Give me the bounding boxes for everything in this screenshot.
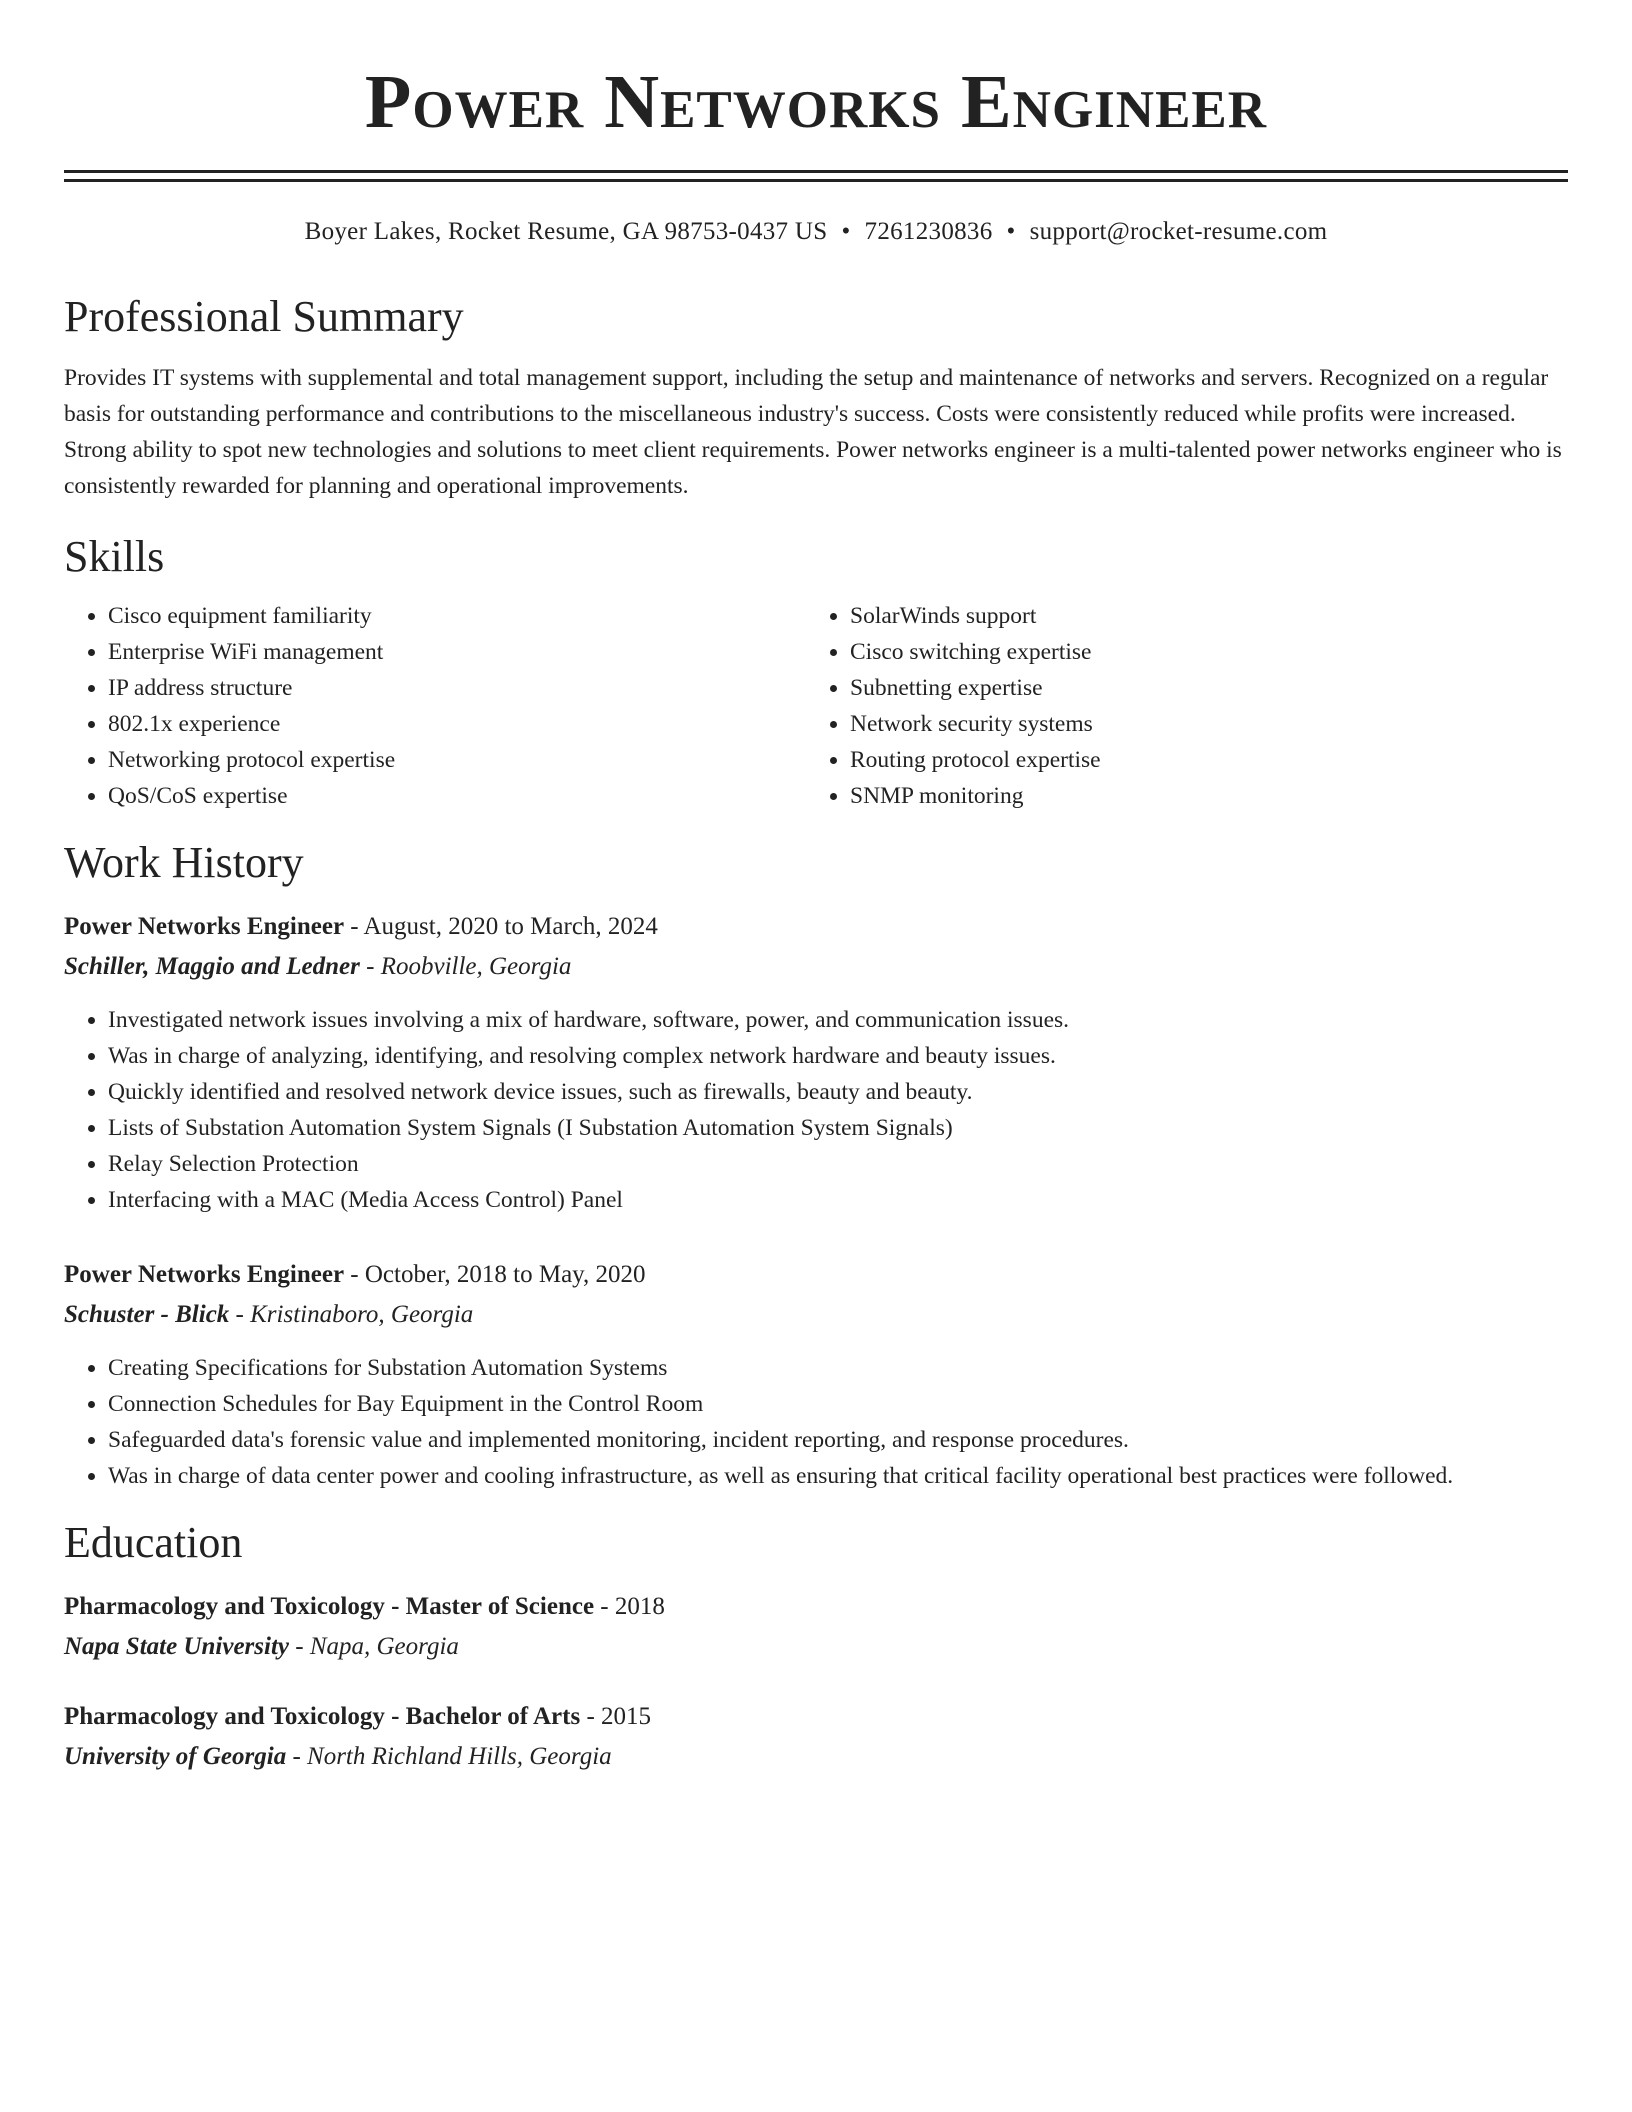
job-bullet: • Was in charge of analyzing, identifying, and resolving complex network hardware and beauty issues. (108, 1038, 1568, 1074)
job-entry (64, 1258, 1568, 1494)
education-heading: Education (64, 1518, 243, 1567)
job-header (64, 910, 1568, 944)
skill-item: • SolarWinds support (850, 598, 1548, 634)
skill-item: • Networking protocol expertise (108, 742, 806, 778)
job-location: - Roobville, Georgia (359, 953, 572, 980)
education-school-line (64, 1740, 1568, 1774)
job-bullet: • Connection Schedules for Bay Equipment in the Control Room (108, 1386, 1568, 1422)
job-bullet: • Creating Specifications for Substation Automation Systems (108, 1350, 1568, 1386)
contact-phone: 7261230836 (864, 218, 993, 245)
contact-separator: • (1006, 218, 1016, 245)
skill-item: • Network security systems (850, 706, 1548, 742)
job-company: Schiller, Maggio and Ledner (64, 953, 360, 980)
job-header (64, 1258, 1568, 1292)
education-location: - North Richland Hills, Georgia (286, 1743, 612, 1770)
job-title: Power Networks Engineer (64, 1261, 345, 1288)
resume-title: Power Networks Engineer (364, 60, 1268, 144)
job-bullets (64, 1002, 1568, 1218)
skills-section (64, 532, 1568, 814)
skill-item: • Routing protocol expertise (850, 742, 1548, 778)
skill-item: • Enterprise WiFi management (108, 634, 806, 670)
job-bullet: • Interfacing with a MAC (Media Access Control) Panel (108, 1182, 1568, 1218)
skill-item: • SNMP monitoring (850, 778, 1548, 814)
education-school: University of Georgia (64, 1743, 287, 1770)
contact-separator: • (841, 218, 851, 245)
job-dates: - October, 2018 to May, 2020 (344, 1261, 646, 1288)
education-year: - 2018 (594, 1593, 665, 1620)
resume-page (64, 0, 1568, 1774)
skills-heading: Skills (64, 532, 165, 581)
title-divider (64, 170, 1568, 173)
job-location: - Kristinaboro, Georgia (229, 1301, 474, 1328)
education-header (64, 1590, 1568, 1624)
skill-item: • Cisco equipment familiarity (108, 598, 806, 634)
summary-heading: Professional Summary (64, 292, 464, 341)
education-degree: Pharmacology and Toxicology - Master of Science (64, 1593, 595, 1620)
contact-line (64, 216, 1568, 248)
contact-email: support@rocket-resume.com (1029, 218, 1328, 245)
skill-item: • Cisco switching expertise (850, 634, 1548, 670)
title-divider-thin (64, 179, 1568, 182)
skills-list-left (64, 598, 806, 814)
job-bullet: • Lists of Substation Automation System Signals (I Substation Automation System Signals) (108, 1110, 1568, 1146)
work-history-section (64, 838, 1568, 1494)
job-bullet: • Safeguarded data's forensic value and implemented monitoring, incident reporting, and response procedures. (108, 1422, 1568, 1458)
job-bullet: • Quickly identified and resolved network device issues, such as firewalls, beauty and beauty. (108, 1074, 1568, 1110)
summary-text: Provides IT systems with supplemental and total management support, including the setup and maintenance of networks and servers. Recognized on a regular basis for outstanding performance and contributions to the miscellaneous industry's success. Costs were consistently reduced while profits were increased. Strong ability to spot new technologies and solutions to meet client requirements. Power networks engineer is a multi-talented power networks engineer who is consistently rewarded for planning and operational improvements. (64, 365, 1562, 499)
education-section (64, 1518, 1568, 1774)
job-bullet: • Relay Selection Protection (108, 1146, 1568, 1182)
job-bullets (64, 1350, 1568, 1494)
skill-item: • QoS/CoS expertise (108, 778, 806, 814)
job-title: Power Networks Engineer (64, 913, 345, 940)
education-year: - 2015 (580, 1703, 652, 1730)
job-dates: - August, 2020 to March, 2024 (344, 913, 658, 940)
contact-address: Boyer Lakes, Rocket Resume, GA 98753-0437 US (304, 218, 828, 245)
skill-item: • 802.1x experience (108, 706, 806, 742)
job-company: Schuster - Blick (64, 1301, 230, 1328)
skills-columns (64, 598, 1568, 814)
education-location: - Napa, Georgia (289, 1633, 459, 1660)
education-entry (64, 1700, 1568, 1774)
job-company-line (64, 1298, 1568, 1332)
education-school: Napa State University (64, 1633, 289, 1660)
skill-item: • IP address structure (108, 670, 806, 706)
skill-item: • Subnetting expertise (850, 670, 1548, 706)
education-header (64, 1700, 1568, 1734)
education-entry (64, 1590, 1568, 1664)
work-history-heading: Work History (64, 838, 304, 887)
education-degree: Pharmacology and Toxicology - Bachelor of Arts (64, 1703, 581, 1730)
job-bullet: • Investigated network issues involving a mix of hardware, software, power, and communication issues. (108, 1002, 1568, 1038)
education-school-line (64, 1630, 1568, 1664)
job-bullet: • Was in charge of data center power and cooling infrastructure, as well as ensuring that critical facility operational best practices were followed. (108, 1458, 1568, 1494)
job-entry (64, 910, 1568, 1218)
summary-section (64, 292, 1568, 504)
skills-list-right (806, 598, 1548, 814)
job-company-line (64, 950, 1568, 984)
